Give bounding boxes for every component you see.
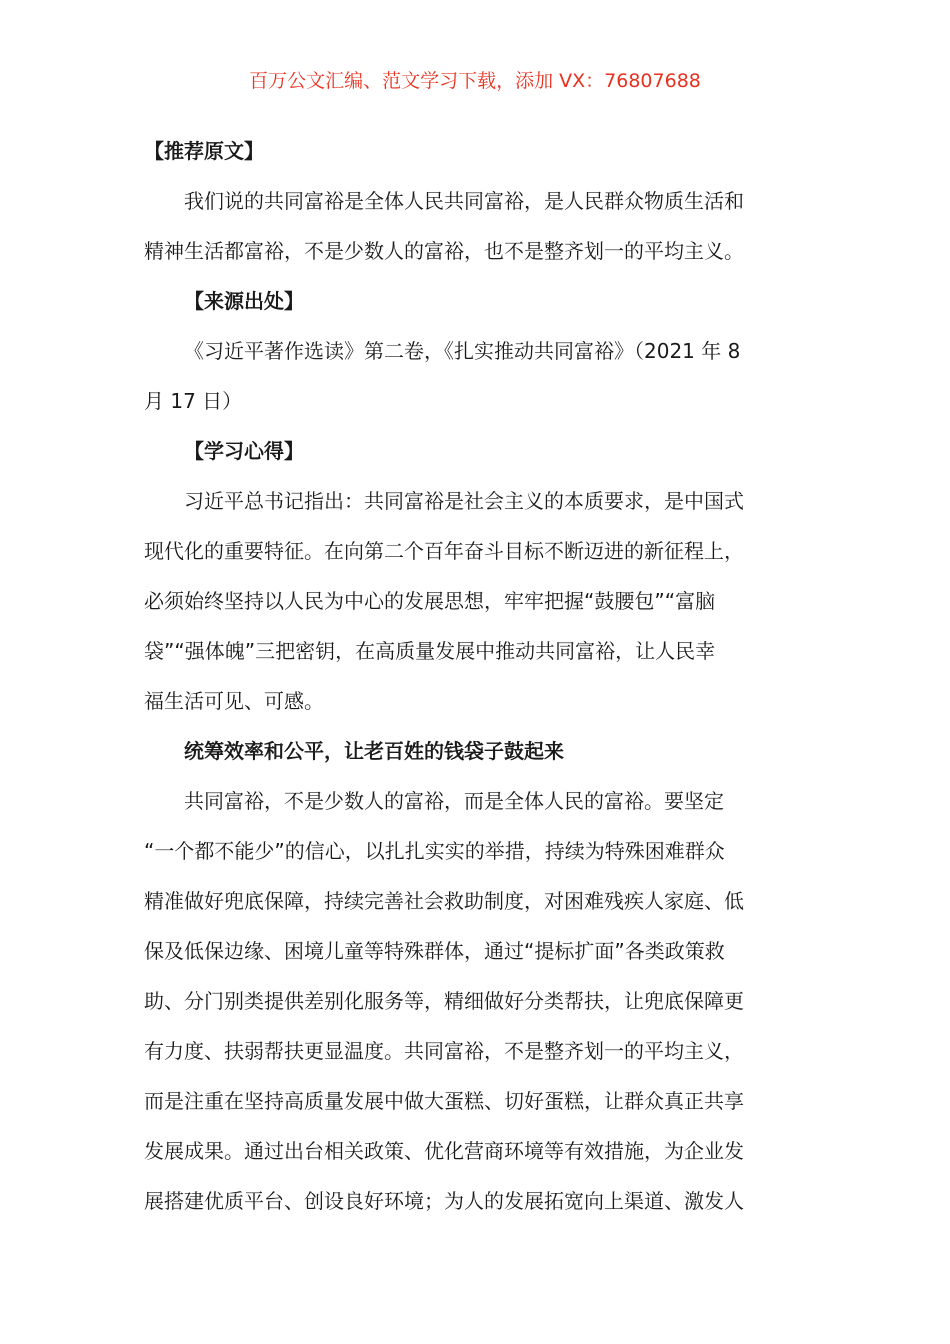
paragraph-line: 袋”“强体魄”三把密钥，在高质量发展中推动共同富裕，让人民幸 bbox=[144, 639, 716, 663]
paragraph-line: 而是注重在坚持高质量发展中做大蛋糕、切好蛋糕，让群众真正共享 bbox=[144, 1089, 744, 1113]
paragraph-line: 精准做好兜底保障，持续完善社会救助制度，对困难残疾人家庭、低 bbox=[144, 889, 744, 913]
paragraph-line: 有力度、扶弱帮扶更显温度。共同富裕，不是整齐划一的平均主义， bbox=[144, 1039, 744, 1063]
paragraph-line: “一个都不能少”的信心，以扎扎实实的举措，持续为特殊困难群众 bbox=[144, 839, 725, 863]
paragraph-line: 保及低保边缘、困境儿童等特殊群体，通过“提标扩面”各类政策救 bbox=[144, 939, 725, 963]
section-heading: 【学习心得】 bbox=[184, 439, 304, 463]
paragraph-line: 助、分门别类提供差别化服务等，精细做好分类帮扶，让兜底保障更 bbox=[144, 989, 744, 1013]
paragraph-line: 我们说的共同富裕是全体人民共同富裕，是人民群众物质生活和 bbox=[184, 189, 744, 213]
paragraph-line: 发展成果。通过出台相关政策、优化营商环境等有效措施，为企业发 bbox=[144, 1139, 744, 1163]
paragraph-line: 《习近平著作选读》第二卷，《扎实推动共同富裕》（2021 年 8 bbox=[184, 339, 741, 363]
paragraph-line: 共同富裕，不是少数人的富裕，而是全体人民的富裕。要坚定 bbox=[184, 789, 724, 813]
section-heading: 【推荐原文】 bbox=[144, 139, 264, 163]
section-heading: 【来源出处】 bbox=[184, 289, 304, 313]
document-body bbox=[144, 126, 796, 1226]
paragraph-line: 精神生活都富裕，不是少数人的富裕，也不是整齐划一的平均主义。 bbox=[144, 239, 744, 263]
paragraph-line: 现代化的重要特征。在向第二个百年奋斗目标不断迈进的新征程上， bbox=[144, 539, 744, 563]
paragraph-line: 福生活可见、可感。 bbox=[144, 689, 324, 713]
promo-banner: 百万公文汇编、范文学习下载，添加 VX：76807688 bbox=[249, 70, 701, 92]
section-heading: 统筹效率和公平，让老百姓的钱袋子鼓起来 bbox=[184, 739, 564, 763]
paragraph-line: 展搭建优质平台、创设良好环境；为人的发展拓宽向上渠道、激发人 bbox=[144, 1189, 744, 1213]
paragraph-line: 习近平总书记指出：共同富裕是社会主义的本质要求，是中国式 bbox=[184, 489, 744, 513]
paragraph-line: 必须始终坚持以人民为中心的发展思想，牢牢把握“鼓腰包”“富脑 bbox=[144, 589, 716, 613]
paragraph-line: 月 17 日） bbox=[144, 389, 243, 413]
